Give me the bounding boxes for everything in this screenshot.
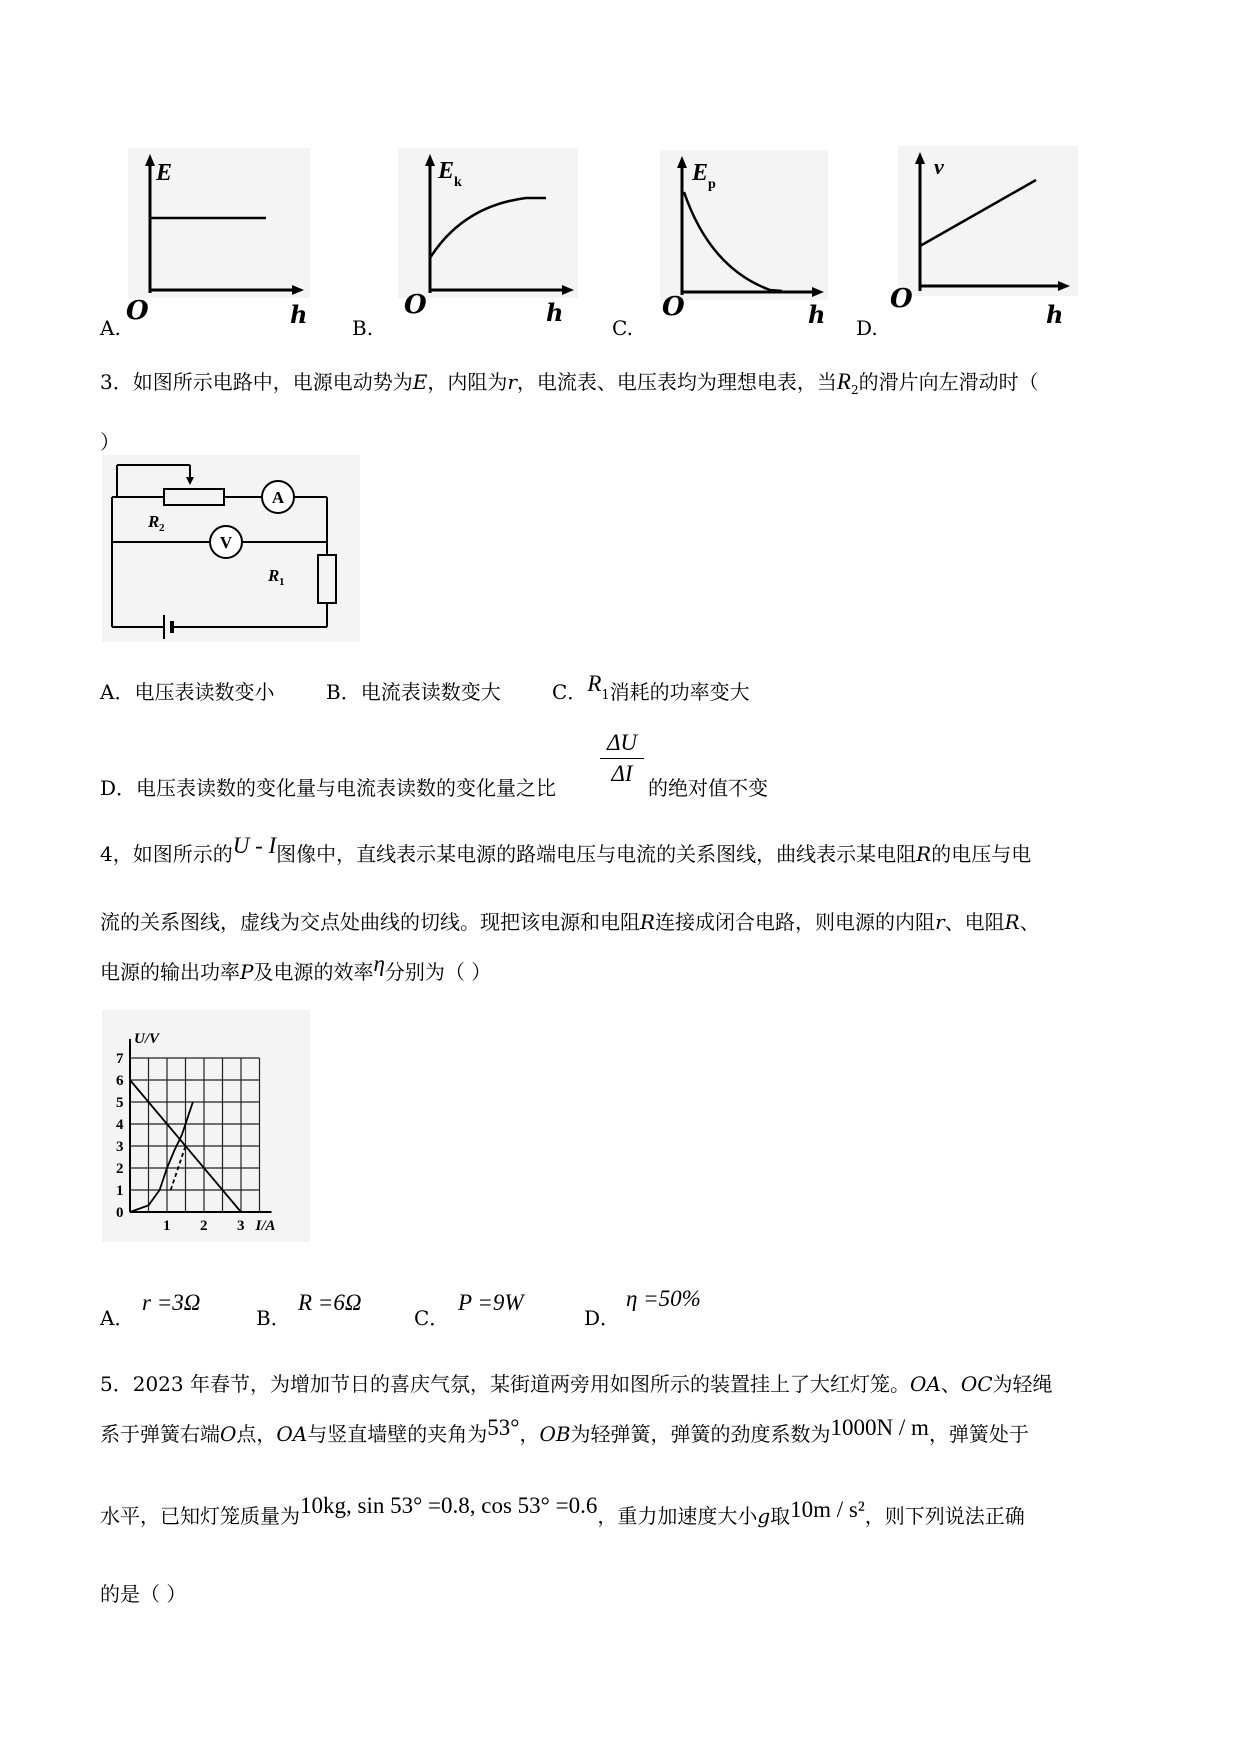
y-tick-label: 4 [116,1117,124,1133]
y-tick-label: 6 [116,1073,124,1089]
y-axis-sub: k [454,175,462,190]
x-tick-label: 1 [163,1218,171,1234]
x-tick-label: 2 [200,1218,208,1234]
x-tick-label: 3 [237,1218,245,1234]
r2-resistor [164,489,224,505]
option-b-label: B. [352,316,374,340]
y-axis-label: E [692,160,709,186]
q4-option-d: η =50% [626,1286,701,1311]
graph-b [398,148,578,298]
graph-b-figure [398,148,578,298]
ep-curve [684,192,782,291]
option-a-label: A. [100,316,121,340]
q4-stem-line1: 4，如图所示的U - I图像中，直线表示某电源的路端电压与电流的关系图线，曲线表示某电阻R的电压与电 [100,833,1032,866]
q3-stem-line2: ） [100,430,120,454]
y-axis-label: U/V [134,1031,160,1047]
y-tick-label: 0 [116,1205,124,1221]
q4-option-a-label: A． [100,1306,135,1330]
graph-d-figure [898,146,1078,296]
slider-arrow [186,477,194,485]
q3-stem-line1: 3．如图所示电路中，电源电动势为E，内阻为r，电流表、电压表均为理想电表，当$R_2$的滑片向左滑动时（ [100,369,1039,397]
q4-option-b: R =6Ω [298,1290,362,1315]
q3-option-a: A．电压表读数变小 [100,680,275,704]
graph-d-origin: O [890,284,913,314]
y-tick-label: 5 [116,1095,124,1111]
y-axis-label: E [156,160,173,186]
q4-option-c-label: C． [414,1306,450,1330]
velocity-line [920,180,1036,246]
graph-c-origin: O [662,292,685,322]
ui-graph-figure [102,1010,310,1242]
graph-a-origin: O [126,296,149,326]
q5-stem-line1: 5．2023 年春节，为增加节日的喜庆气氛，某街道两旁用如图所示的装置挂上了大红灯笼。OA、OC为轻绳 [100,1372,1053,1396]
chart-ticks [116,1051,245,1234]
graph-c-figure [660,150,828,300]
y-tick-label: 7 [116,1051,124,1067]
graph-d [898,146,1078,296]
voltmeter-label: V [219,533,233,552]
r2-label: R [148,512,160,531]
q4-option-a: r =3Ω [142,1290,201,1315]
graph-d-x-label: h [1046,300,1064,329]
ui-chart [102,1010,310,1242]
graph-a-figure [128,148,310,298]
y-arrow [915,152,925,164]
r1-sub: 1 [279,576,285,588]
r1-label: R [268,566,280,585]
fraction-numerator: ΔU [606,730,638,755]
option-d-label: D. [856,316,878,340]
q4-option-d-label: D． [584,1306,621,1330]
graph-b-origin: O [404,290,427,320]
y-tick-label: 2 [116,1161,124,1177]
q3-option-c: C．R1消耗的功率变大 [552,671,750,704]
ek-curve [430,198,546,258]
q5-stem-line2: 系于弹簧右端O点，OA与竖直墙壁的夹角为53°，OB为轻弹簧，弹簧的劲度系数为1000N / m，弹簧处于 [100,1415,1029,1446]
q5-stem-line3: 水平，已知灯笼质量为10kg, sin 53° =0.8, cos 53° =0.6，重力加速度大小g取10m / s²，则下列说法正确 [100,1493,1025,1528]
y-tick-label: 3 [116,1139,124,1155]
graph-c [660,150,828,300]
r2-sub: 2 [159,522,165,534]
x-arrow [292,285,304,295]
q4-stem-line2: 流的关系图线，虚线为交点处曲线的切线。现把该电源和电阻R连接成闭合电路，则电源的内阻r、电阻R、 [100,910,1040,934]
q4-option-c: P =9W [458,1290,524,1315]
q4-stem-line3: 电源的输出功率P及电源的效率η分别为（ ） [100,951,492,984]
delta-u-over-delta-i [600,730,644,787]
graph-c-x-label: h [808,300,826,329]
x-arrow [562,285,574,295]
chart-grid [130,1058,260,1212]
y-axis-label: E [438,158,455,184]
circuit-diagram [102,455,360,642]
option-c-label: C. [612,316,633,340]
x-axis-label: I/A [255,1218,276,1234]
graph-a-x-label: h [290,300,308,329]
ammeter-label: A [271,488,285,507]
y-tick-label: 1 [116,1183,124,1199]
q3-option-b: B．电流表读数变大 [326,680,501,704]
x-arrow [812,287,824,297]
fraction-denominator: ΔI [611,761,633,786]
fraction-bar [600,758,644,759]
r1-resistor [318,555,336,603]
q4-option-b-label: B． [256,1306,291,1330]
circuit-figure [102,455,360,642]
q5-stem-line4: 的是（ ） [100,1582,187,1606]
graph-a [128,148,310,298]
y-axis-sub: p [708,177,716,192]
y-arrow [425,154,435,166]
q3-option-d-text: D．电压表读数的变化量与电流表读数的变化量之比 [100,776,557,800]
y-arrow [677,156,687,168]
y-axis-label: v [934,154,944,179]
y-arrow [145,154,155,166]
x-arrow [1058,281,1070,291]
q3-option-d-post: 的绝对值不变 [648,776,768,800]
graph-b-x-label: h [546,298,564,327]
